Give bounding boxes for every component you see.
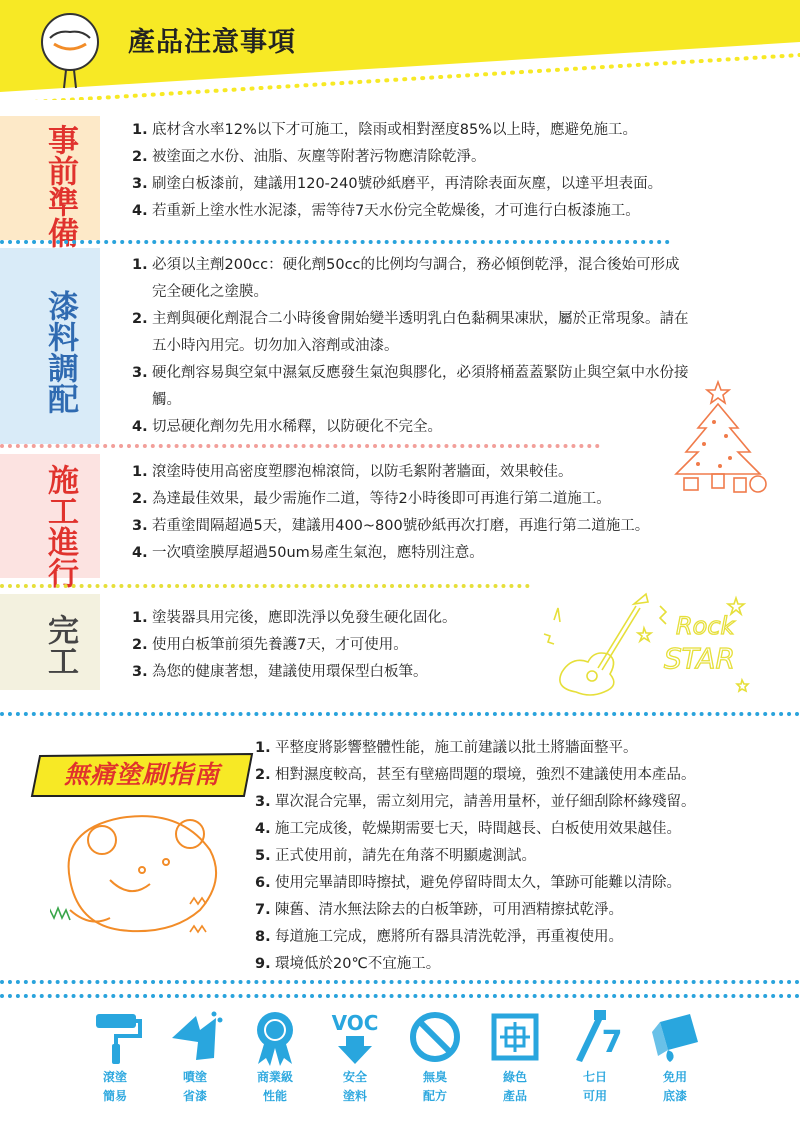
item-number: 2.	[132, 311, 148, 327]
item-number: 8.	[255, 929, 271, 945]
list-item	[255, 816, 790, 843]
item-number: 3.	[132, 664, 148, 680]
bear-doodle-icon	[50, 800, 240, 940]
item-number: 4.	[132, 203, 148, 219]
feature-label-line1: 七日	[582, 1070, 607, 1084]
spray-icon	[166, 1008, 224, 1066]
list-item	[255, 924, 790, 951]
item-number: 9.	[255, 956, 271, 972]
list-item	[132, 198, 772, 225]
item-text: 若重塗間隔超過5天，建議用400~800號砂紙再次打磨，再進行第二道施工。	[152, 518, 650, 534]
item-number: 2.	[132, 491, 148, 507]
item-number: 3.	[255, 794, 271, 810]
item-text: 切忌硬化劑勿先用水稀釋，以防硬化不完全。	[152, 419, 442, 435]
list-item	[132, 360, 692, 414]
feature-label-line1: 滾塗	[102, 1070, 127, 1084]
feature-label-line1: 綠色	[502, 1070, 527, 1084]
item-text: 環境低於20℃不宜施工。	[275, 956, 441, 972]
award-ribbon-icon	[246, 1008, 304, 1066]
section-list-application	[132, 459, 732, 567]
divider-dotted	[0, 980, 800, 984]
item-number: 5.	[255, 848, 271, 864]
section-label-mixing: 漆料調配	[42, 290, 78, 414]
recycle-icon	[486, 1008, 544, 1066]
feature-voc	[315, 1008, 395, 1104]
list-item	[132, 252, 692, 306]
item-text: 單次混合完畢，需立刻用完，請善用量杯，並仔細刮除杯緣殘留。	[275, 794, 696, 810]
list-item	[255, 897, 790, 924]
feature-no-odor	[395, 1008, 475, 1104]
seven-mark-text: 7	[601, 1025, 623, 1060]
list-item	[132, 171, 772, 198]
item-text: 滾塗時使用高密度塑膠泡棉滾筒，以防毛絮附著牆面，效果較佳。	[152, 464, 573, 480]
section-label-finish: 完工	[42, 614, 78, 676]
feature-spray	[155, 1008, 235, 1104]
list-item	[132, 659, 552, 686]
list-item	[132, 306, 692, 360]
item-number: 4.	[255, 821, 271, 837]
section-label-application: 施工進行	[42, 464, 78, 588]
list-item	[132, 414, 692, 441]
feature-no-primer	[635, 1008, 715, 1104]
feature-roller	[75, 1008, 155, 1104]
item-number: 1.	[255, 740, 271, 756]
list-item	[255, 951, 790, 978]
item-number: 4.	[132, 419, 148, 435]
list-item	[132, 117, 772, 144]
item-text: 每道施工完成，應將所有器具清洗乾淨，再重複使用。	[275, 929, 623, 945]
item-text: 主劑與硬化劑混合二小時後會開始變半透明乳白色黏稠果凍狀，屬於正常現象。請在五小時內用完。切勿加入溶劑或油漆。	[152, 311, 689, 354]
item-text: 陳舊、清水無法除去的白板筆跡，可用酒精擦拭乾淨。	[275, 902, 623, 918]
item-text: 相對濕度較高，甚至有壁癌問題的環境，強烈不建議使用本產品。	[275, 767, 696, 783]
feature-label-line2: 底漆	[662, 1089, 687, 1103]
item-number: 4.	[132, 545, 148, 561]
section-list-prep	[132, 117, 772, 225]
no-primer-icon	[646, 1008, 704, 1066]
list-item	[255, 735, 790, 762]
list-item	[132, 486, 732, 513]
item-number: 3.	[132, 176, 148, 192]
item-number: 2.	[132, 637, 148, 653]
item-text: 正式使用前，請先在角落不明顯處測試。	[275, 848, 536, 864]
voc-safe-icon	[326, 1008, 384, 1066]
item-text: 一次噴塗膜厚超過50um易產生氣泡，應特別注意。	[152, 545, 484, 561]
item-number: 2.	[132, 149, 148, 165]
list-item	[255, 789, 790, 816]
list-item	[255, 843, 790, 870]
divider-dotted	[0, 584, 530, 588]
section-list-finish	[132, 605, 552, 686]
item-text: 使用白板筆前須先養護7天，才可使用。	[152, 637, 408, 653]
feature-icons-row	[75, 1008, 755, 1108]
item-number: 2.	[255, 767, 271, 783]
item-text: 若重新上塗水性水泥漆，需等待7天水份完全乾燥後，才可進行白板漆施工。	[152, 203, 640, 219]
guide-badge-title: 無痛塗刷指南	[63, 760, 220, 789]
item-number: 1.	[132, 610, 148, 626]
item-text: 使用完畢請即時擦拭，避免停留時間太久，筆跡可能難以清除。	[275, 875, 681, 891]
list-item	[132, 540, 732, 567]
item-number: 7.	[255, 902, 271, 918]
header-banner	[0, 0, 800, 100]
list-item	[132, 513, 732, 540]
divider-dotted	[0, 994, 800, 998]
item-text: 為您的健康著想，建議使用環保型白板筆。	[152, 664, 428, 680]
feature-label-line1: 免用	[662, 1070, 687, 1084]
feature-seven-day	[555, 1008, 635, 1104]
item-number: 1.	[132, 257, 148, 273]
feature-label-line1: 安全	[342, 1070, 367, 1084]
no-odor-icon	[406, 1008, 464, 1066]
list-item	[132, 459, 732, 486]
feature-label-line2: 配方	[422, 1089, 447, 1103]
feature-label-line2: 產品	[502, 1089, 527, 1103]
item-number: 6.	[255, 875, 271, 891]
item-text: 塗裝器具用完後，應即洗淨以免發生硬化固化。	[152, 610, 457, 626]
rock-star-guitar-doodle-icon	[536, 588, 766, 700]
star-text: STAR	[664, 642, 735, 675]
item-text: 施工完成後，乾燥期需要七天，時間越長、白板使用效果越佳。	[275, 821, 681, 837]
divider-dotted	[0, 712, 800, 716]
feature-label-line2: 省漆	[182, 1089, 207, 1103]
feature-label-line2: 簡易	[102, 1089, 127, 1103]
item-text: 平整度將影響整體性能，施工前建議以批土將牆面整平。	[275, 740, 638, 756]
feature-label-line2: 塗料	[342, 1089, 367, 1103]
feature-label-line1: 噴塗	[182, 1070, 207, 1084]
item-number: 3.	[132, 518, 148, 534]
item-number: 3.	[132, 365, 148, 381]
page-title: 產品注意事項	[128, 27, 296, 58]
header-yellow-band	[0, 0, 800, 100]
item-text: 刷塗白板漆前，建議用120-240號砂紙磨平，再清除表面灰塵，以達平坦表面。	[152, 176, 663, 192]
list-item	[132, 632, 552, 659]
divider-dotted	[0, 444, 600, 448]
list-item	[132, 144, 772, 171]
feature-label-line2: 可用	[582, 1089, 607, 1103]
item-text: 硬化劑容易與空氣中濕氣反應發生氣泡與膠化，必須將桶蓋蓋緊防止與空氣中水份接觸。	[152, 365, 689, 408]
bear-logo-icon	[36, 8, 104, 90]
voc-mark-text: VOC	[331, 1011, 379, 1035]
item-number: 1.	[132, 464, 148, 480]
item-text: 被塗面之水份、油脂、灰塵等附著污物應清除乾淨。	[152, 149, 486, 165]
item-text: 底材含水率12%以下才可施工，陰雨或相對溼度85%以上時，應避免施工。	[152, 122, 637, 138]
feature-award	[235, 1008, 315, 1104]
guide-list	[255, 735, 790, 978]
section-label-prep: 事前準備	[42, 124, 78, 248]
item-text: 為達最佳效果，最少需施作二道，等待2小時後即可再進行第二道施工。	[152, 491, 611, 507]
feature-green	[475, 1008, 555, 1104]
list-item	[255, 762, 790, 789]
paint-roller-icon	[86, 1008, 144, 1066]
item-number: 1.	[132, 122, 148, 138]
list-item	[255, 870, 790, 897]
feature-label-line1: 無臭	[422, 1070, 447, 1084]
christmas-tree-doodle-icon	[668, 378, 778, 500]
feature-label-line2: 性能	[262, 1089, 287, 1103]
item-text: 必須以主劑200cc：硬化劑50cc的比例均勻調合，務必傾倒乾淨，混合後始可形成完全硬化之塗膜。	[152, 257, 680, 300]
divider-dotted	[0, 240, 670, 244]
seven-day-icon	[566, 1008, 624, 1066]
feature-label-line1: 商業級	[256, 1070, 293, 1084]
list-item	[132, 605, 552, 632]
section-list-mixing	[132, 252, 692, 441]
rock-text: Rock	[676, 612, 735, 640]
